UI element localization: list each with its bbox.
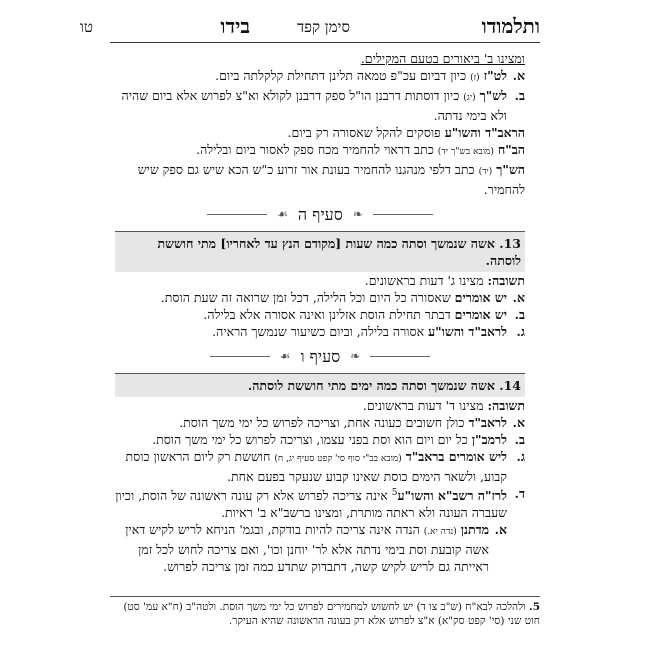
opinion-source: לראב"ד והשו"ע xyxy=(428,324,507,339)
opinion-item xyxy=(115,306,525,323)
ruling-text: פוסקים להקל שאסורה רק ביום. xyxy=(287,125,441,140)
answer-label: תשובה: xyxy=(487,398,525,413)
page-number: טו xyxy=(80,18,93,36)
item-marker: ג. xyxy=(516,324,525,339)
answer-intro-text: מצינו ג' דעות בראשונים. xyxy=(364,273,484,288)
divider-line xyxy=(373,214,433,215)
opinion-source: לרמב"ן xyxy=(471,432,507,447)
item-marker: ג. xyxy=(516,449,525,464)
opinion-text: כולן חשובים כעונה אחת, וצריכה לפרוש כל ימי משך הוסת. xyxy=(179,415,465,430)
section-heading: סעיף ו xyxy=(300,347,341,366)
question-number: 14. xyxy=(499,378,521,393)
section-divider xyxy=(115,206,525,223)
opinion-text: שאסורה כל היום וכל הלילה, דכל זמן שרואה זה שעת הוסת. xyxy=(160,290,451,305)
item-marker: א. xyxy=(512,68,525,83)
citation: (מובא בש"ך יד) xyxy=(437,147,494,157)
opinion-item xyxy=(115,323,525,340)
opinion-source: לרז"ה רשב"א והשו"ע xyxy=(397,488,507,504)
item-marker: א. xyxy=(494,522,507,538)
opinion-text: כל יום ויום הוא וסת בפני עצמו, וצריכה לפרוש כל ימי משך הוסת. xyxy=(152,432,468,447)
question-number: 13. xyxy=(499,236,521,251)
ornament-icon: ❧ xyxy=(352,207,363,221)
opinion-text: אינה צריכה לפרוש אלא רק עונה ראשונה של הוסת, וכיון שעברה העונה ולא ראתה מותרת, ומצינו ברשב"א ב' ראיות. xyxy=(115,488,507,521)
opinion-source: לט"ז xyxy=(483,68,507,83)
opinion-source: יש אומרים xyxy=(454,290,507,305)
opinion-text: כיון דוסתות דרבנן הו"ל ספק דרבנן לקולא וא"צ לפרוש אלא ביום שהיה ולא בימי נדתה. xyxy=(121,88,507,123)
citation: (יד) xyxy=(478,167,493,177)
opinion-text: אסורה בלילה, וביום כשיעור שנמשך הראיה. xyxy=(212,324,425,339)
item-marker: א. xyxy=(512,415,525,430)
opinion-source: מדתנן xyxy=(460,522,489,538)
question-text: אשה שנמשך וסתה כמה ימים מתי חוששת לוסתה. xyxy=(247,378,495,393)
opinion-item xyxy=(115,289,525,306)
opinion-text: הנדה אינה צריכה להיות בודקת, ובגמ' הניחא לריש לקיש דאין אשה קובעת וסת בימי נדתה אלא לר' יוחנן וכו', ואם צריכה לחוש לכל זמן ראייתה גם לריש לקיש קשה, דתבדוק שתדע כמה זמן צריכה לפרוש. xyxy=(125,522,489,575)
question-text: אשה שנמשך וסתה כמה שעות [מקודם הנץ עד לאחריו] מתי חוששת לוסתה. xyxy=(157,236,521,268)
page-header xyxy=(80,14,540,43)
opinion-source: לראב"ד xyxy=(468,415,507,430)
main-content xyxy=(115,50,525,575)
ruling-source: הש"ך xyxy=(496,162,525,177)
ruling-source: הראב"ד והשו"ע xyxy=(444,125,525,140)
book-title: ותלמודו xyxy=(481,14,540,38)
ornament-icon: ☙ xyxy=(277,207,288,221)
section-label: סימן קפד xyxy=(296,18,350,36)
opinion-text: חוששת רק ליום הראשון כוסת קבוע, ולשאר הימים כוסת שאינו קבוע שנעקר בפעם אחת. xyxy=(125,449,507,484)
citation: (מובא בב"י סוף סי' קפט סעיף יג, ח) xyxy=(274,454,402,464)
opinion-source: ליש אומרים בראב"ד xyxy=(405,449,507,464)
ruling-line xyxy=(115,141,525,161)
opinion-text: כיון דביום עכ"פ טמאה תלינן דתחילת קלקלתה ביום. xyxy=(215,68,467,83)
opinion-item xyxy=(115,414,525,431)
sub-opinion-item xyxy=(115,521,525,575)
divider-line xyxy=(210,356,270,357)
footnote xyxy=(110,596,540,628)
footnote-number: 5. xyxy=(529,601,540,613)
intro-line: ומצינו ב' ביאורים בטעם המקילים. xyxy=(360,51,525,66)
question-box xyxy=(115,373,525,397)
answer-intro-text: מצינו ד' דעות בראשונים. xyxy=(362,398,484,413)
ruling-line xyxy=(115,161,525,198)
citation: (נדה יא.) xyxy=(423,527,457,538)
answer-intro xyxy=(115,397,525,414)
item-marker: ב. xyxy=(514,88,525,103)
opinion-item xyxy=(115,67,525,87)
divider-line xyxy=(207,214,267,215)
opinion-item xyxy=(115,87,525,124)
footnote-text: ולהלכה לבא"ח (ש"ב צו ד) יש לחשוש למחמירים לפרוש כל ימי משך הוסת. ולטה"ב (ח"א עמ' סט) חוט שני (סי' קפט סק"א) א"צ לפרוש אלא רק בעונה הראשונה שהיא העיקר. xyxy=(123,601,540,627)
item-marker: ב. xyxy=(514,307,525,322)
divider-line xyxy=(370,356,430,357)
ruling-line xyxy=(115,124,525,141)
citation: (ז) xyxy=(470,73,480,83)
section-divider xyxy=(115,348,525,365)
citation: (יג) xyxy=(463,93,476,103)
footnote-ref[interactable]: 5 xyxy=(391,488,398,498)
answer-label: תשובה: xyxy=(487,273,525,288)
opinion-item xyxy=(115,448,525,485)
item-marker: א. xyxy=(512,290,525,305)
opinion-source: יש אומרים xyxy=(454,307,507,322)
chapter-title: בידו xyxy=(220,14,250,38)
opinion-item xyxy=(115,431,525,448)
ruling-text: כתב דראוי להחמיר מכח ספק לאסור ביום ובלילה. xyxy=(196,142,434,157)
ruling-source: הב"ח xyxy=(497,142,525,157)
opinion-source: לש"ך xyxy=(479,88,507,103)
ornament-icon: ☙ xyxy=(279,349,291,363)
ornament-icon: ❧ xyxy=(350,349,361,363)
section-heading: סעיף ה xyxy=(297,205,343,224)
question-box xyxy=(115,231,525,272)
item-marker: ד. xyxy=(514,486,525,501)
opinion-item xyxy=(115,485,525,521)
opinion-text: דבתר תחילת הוסת אזלינן ואינה אסורה אלא בלילה. xyxy=(203,307,451,322)
item-marker: ב. xyxy=(514,432,525,447)
ruling-text: כתב דלפי מנהגנו להחמיר בעונת אור זרוע כ"ש הכא שיש גם ספק שיש להחמיר. xyxy=(137,162,525,197)
answer-intro xyxy=(115,272,525,289)
